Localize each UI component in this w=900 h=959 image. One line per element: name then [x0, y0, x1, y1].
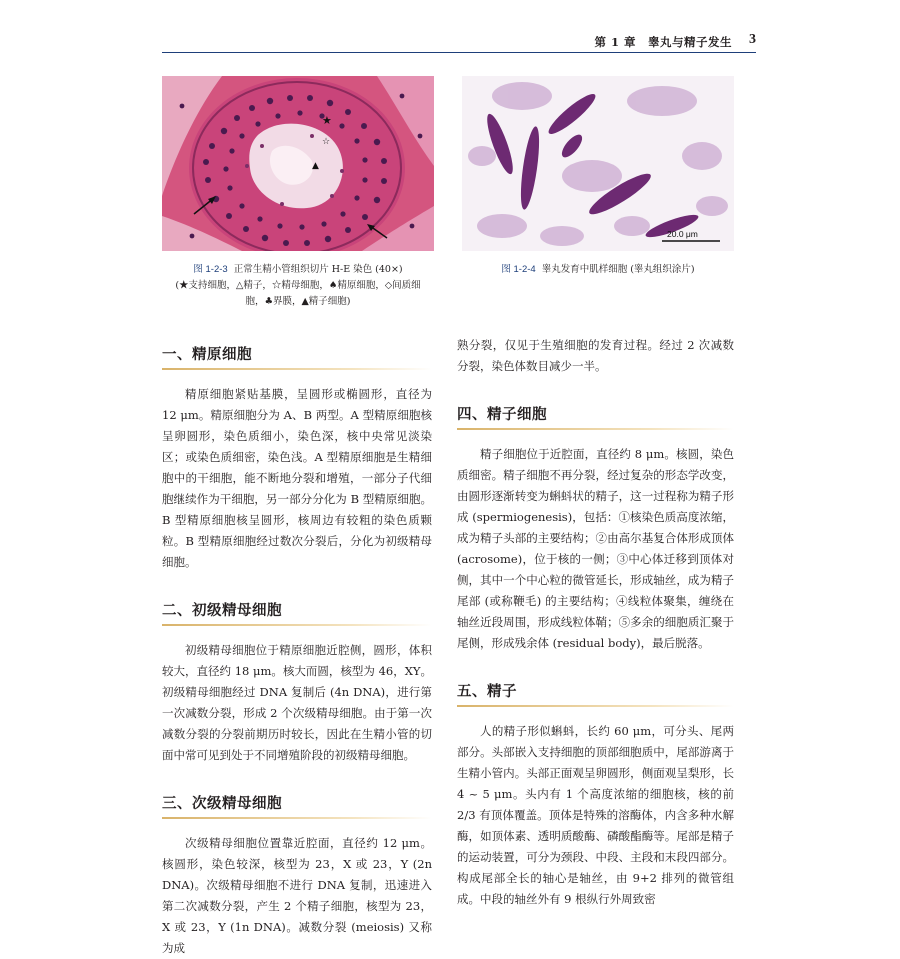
- chapter-title: 第 1 章 睾丸与精子发生: [594, 35, 732, 49]
- section-rule: [162, 368, 432, 370]
- section-secondary-spermatocyte: [162, 784, 432, 959]
- section-primary-spermatocyte: [162, 591, 432, 766]
- paragraph: 精原细胞紧贴基膜，呈圆形或椭圆形，直径为 12 μm。精原细胞分为 A、B 两型。A 型精原细胞核呈卵圆形，染色质细小，染色深，核中央常见淡染区；或染色质细密，染色浅。A 型精原细胞是生精细胞中的干细胞，能不断地分裂和增殖，一部分子代细胞继续作为干细胞，另一部分分化为 B 型精原细胞。B 型精原细胞核呈圆形，核周边有较粗的染色质颗粒。B 型精原细胞经过数次分裂后，分化为初级精母细胞。: [162, 387, 432, 569]
- section-rule: [162, 817, 432, 819]
- figure-legend: (★支持细胞，△精子，☆精母细胞，♠精原细胞，◇间质细: [175, 280, 421, 291]
- figure-title: 睾丸发育中肌样细胞 (睾丸组织涂片): [541, 264, 695, 275]
- section-sperm: [457, 672, 734, 910]
- running-header: [162, 34, 756, 48]
- section-title: 二、初级精母细胞: [162, 602, 282, 619]
- figure-title: 正常生精小管组织切片 H-E 染色 (40×): [233, 264, 403, 275]
- paragraph: 次级精母细胞位置靠近腔面，直径约 12 μm。核圆形，染色较深，核型为 23，X 或 23，Y (2n DNA)。次级精母细胞不进行 DNA 复制，迅速进入第二次减数分裂，产生 2 个精子细胞，核型为 23，X 或 23，Y (1n DNA)。减数分裂 (meiosis) 又称为成: [162, 836, 432, 955]
- svg-text:▲: ▲: [312, 161, 319, 171]
- figure-number: 图 1-2-4: [501, 264, 536, 275]
- figure-1-2-3-caption: [162, 262, 434, 310]
- section-rule: [162, 624, 432, 626]
- figure-legend: 胞，♣界膜，▲精子细胞): [245, 296, 351, 307]
- section-rule: [457, 705, 734, 707]
- scale-bar-label: 20.0 μm: [667, 229, 698, 239]
- section-title: 三、次级精母细胞: [162, 795, 282, 812]
- header-rule: [162, 52, 756, 53]
- section-title: 四、精子细胞: [457, 406, 547, 423]
- section-spermatid: [457, 395, 734, 654]
- svg-text:☆: ☆: [322, 137, 331, 147]
- figure-1-2-3-image: [162, 76, 434, 251]
- section-title: 五、精子: [457, 683, 517, 700]
- he-stained-tubule-micrograph-icon: [162, 76, 434, 251]
- myoid-cell-smear-micrograph-icon: [462, 76, 734, 251]
- section-title: 一、精原细胞: [162, 346, 252, 363]
- paragraph: 初级精母细胞位于精原细胞近腔侧，圆形，体积较大，直径约 18 μm。核大而圆，核型为 46，XY。初级精母细胞经过 DNA 复制后 (4n DNA)，进行第一次减数分裂，形成 2 个次级精母细胞。由于第一次减数分裂的分裂前期历时较长，因此在生精小管的切面中常可见到处于不同增殖阶段的初级精母细胞。: [162, 643, 432, 762]
- figure-1-2-4-image: [462, 76, 734, 251]
- continued-paragraph: 熟分裂，仅见于生殖细胞的发育过程。经过 2 次减数分裂，染色体数目减少一半。: [457, 338, 734, 373]
- figure-1-2-4-caption: [462, 262, 734, 278]
- right-column: [457, 335, 734, 910]
- paragraph: 精子细胞位于近腔面，直径约 8 μm。核圆，染色质细密。精子细胞不再分裂，经过复杂的形态学改变，由圆形逐渐转变为蝌蚪状的精子，这一过程称为精子形成 (spermiogenesis)，包括：①核染色质高度浓缩，成为精子头部的主要结构；②由高尔基复合体形成顶体 (acrosome)，位于核的一侧；③中心体迁移到顶体对侧，其中一个中心粒的微管延长，形成轴丝，成为精子尾部 (或称鞭毛) 的主要结构；④线粒体聚集，缠绕在轴丝近段周围，形成线粒体鞘；⑤多余的细胞质汇聚于尾侧，形成残余体 (residual body)，最后脱落。: [457, 447, 734, 650]
- page-number: 3: [749, 32, 756, 47]
- paragraph: 人的精子形似蝌蚪，长约 60 μm，可分头、尾两部分。头部嵌入支持细胞的顶部细胞质中，尾部游离于生精小管内。头部正面观呈卵圆形，侧面观呈梨形，长 4 ~ 5 μm。头内有 1 个高度浓缩的细胞核，核的前 2/3 有顶体覆盖。顶体是特殊的溶酶体，内含多种水解酶，如顶体素、透明质酸酶、磷酸酯酶等。尾部是精子的运动装置，可分为颈段、中段、主段和末段四部分。构成尾部全长的轴心是轴丝，由 9+2 排列的微管组成。中段的轴丝外有 9 根纵行外周致密: [457, 724, 734, 906]
- left-column: [162, 335, 432, 959]
- section-spermatogonia: [162, 335, 432, 573]
- figure-number: 图 1-2-3: [193, 264, 228, 275]
- svg-text:★: ★: [322, 114, 332, 127]
- section-rule: [457, 428, 734, 430]
